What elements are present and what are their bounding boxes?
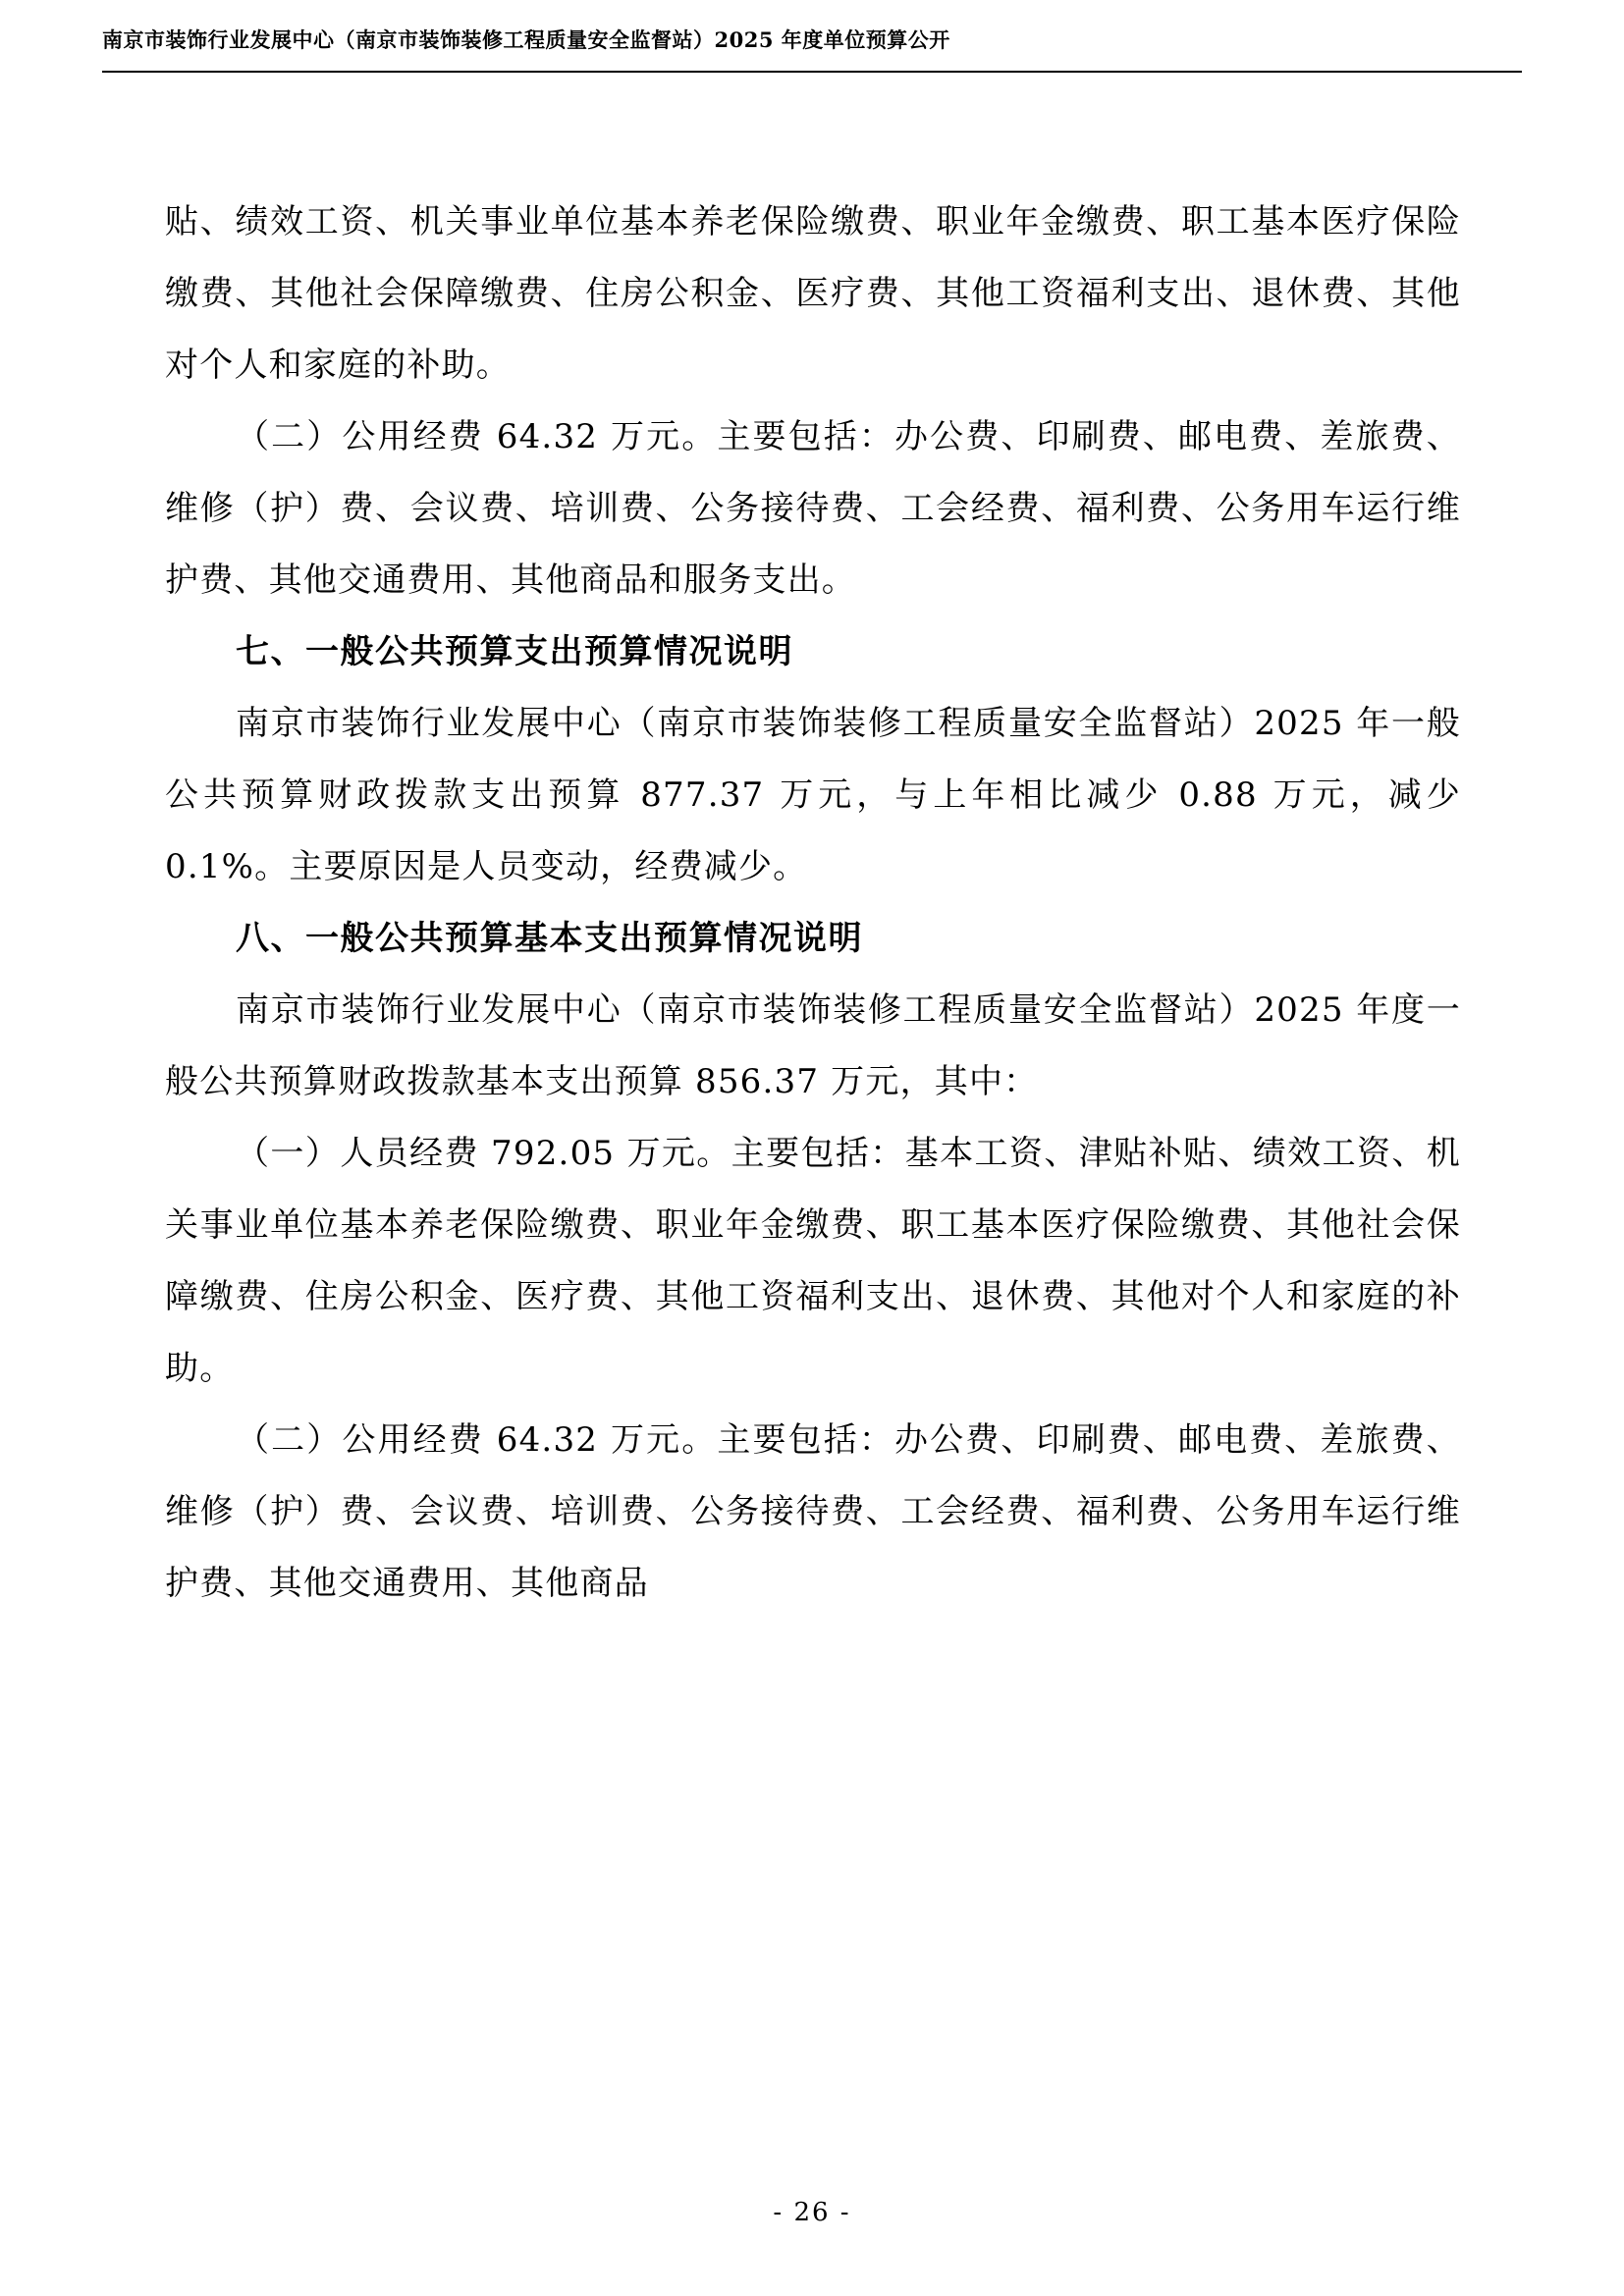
page-number: - 26 - bbox=[773, 2198, 851, 2227]
document-body bbox=[165, 187, 1461, 1620]
page-header bbox=[102, 27, 1522, 73]
page-footer bbox=[0, 2198, 1624, 2227]
paragraph-section-eight: 南京市装饰行业发展中心（南京市装饰装修工程质量安全监督站）2025 年度一般公共预算财政拨款基本支出预算 856.37 万元，其中： bbox=[165, 990, 1461, 1101]
paragraph-personnel-expense: （一）人员经费 792.05 万元。主要包括：基本工资、津贴补贴、绩效工资、机关事业单位基本养老保险缴费、职业年金缴费、职工基本医疗保险缴费、其他社会保障缴费、住房公积金、医疗费、其他工资福利支出、退休费、其他对个人和家庭的补助。 bbox=[165, 1134, 1461, 1388]
heading-section-seven: 七、一般公共预算支出预算情况说明 bbox=[236, 632, 793, 671]
paragraph-section-seven: 南京市装饰行业发展中心（南京市装饰装修工程质量安全监督站）2025 年一般公共预算财政拨款支出预算 877.37 万元，与上年相比减少 0.88 万元，减少 0.1%。主要原因是人员变动，经费减少。 bbox=[165, 704, 1461, 886]
header-title: 南京市装饰行业发展中心（南京市装饰装修工程质量安全监督站）2025 年度单位预算公开 bbox=[102, 27, 950, 52]
paragraph-personnel-continued: 贴、绩效工资、机关事业单位基本养老保险缴费、职业年金缴费、职工基本医疗保险缴费、其他社会保障缴费、住房公积金、医疗费、其他工资福利支出、退休费、其他对个人和家庭的补助。 bbox=[165, 202, 1461, 385]
paragraph-public-expense-first: （二）公用经费 64.32 万元。主要包括：办公费、印刷费、邮电费、差旅费、维修（护）费、会议费、培训费、公务接待费、工会经费、福利费、公务用车运行维护费、其他交通费用、其他商品和服务支出。 bbox=[165, 417, 1461, 600]
paragraph-public-expense-second: （二）公用经费 64.32 万元。主要包括：办公费、印刷费、邮电费、差旅费、维修（护）费、会议费、培训费、公务接待费、工会经费、福利费、公务用车运行维护费、其他交通费用、其他商品 bbox=[165, 1420, 1461, 1603]
heading-section-eight: 八、一般公共预算基本支出预算情况说明 bbox=[236, 919, 863, 958]
